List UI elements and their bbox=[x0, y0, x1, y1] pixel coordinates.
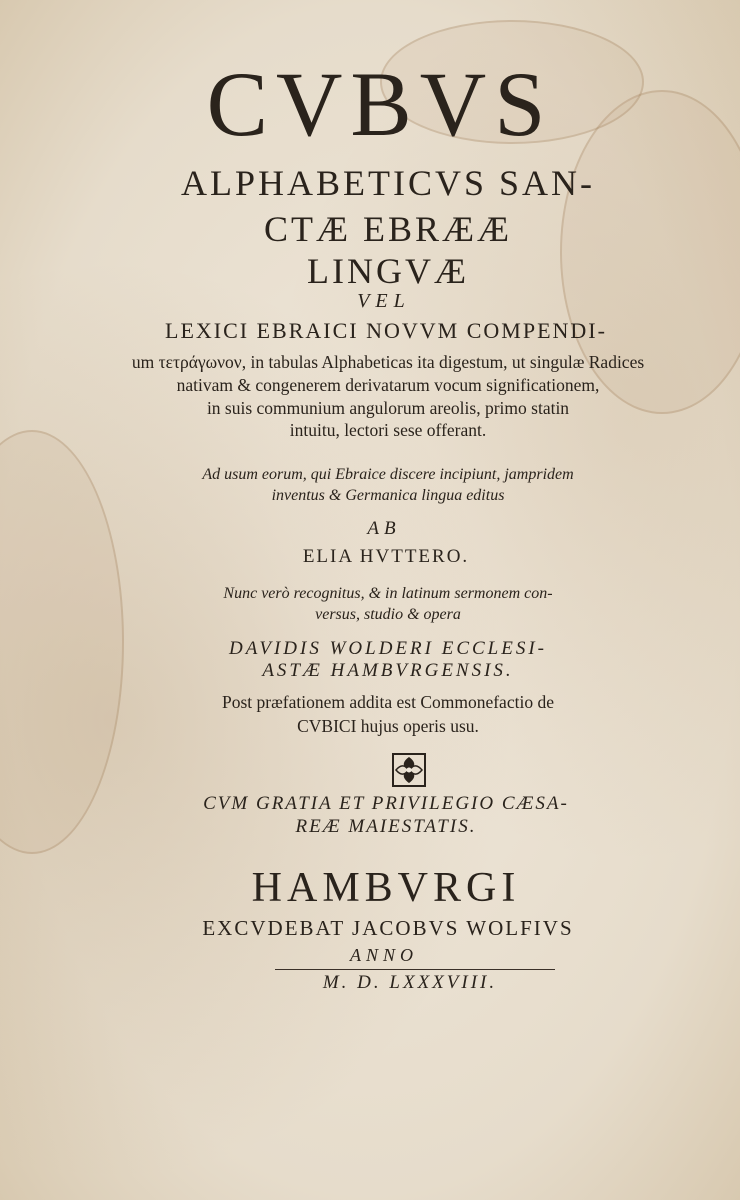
book-title: CVBVS bbox=[206, 53, 554, 155]
translation-line-2: versus, studio & opera bbox=[315, 606, 461, 623]
privilege-line-1: CVM GRATIA ET PRIVILEGIO CÆSA- bbox=[203, 793, 569, 814]
description-line-2: nativam & congenerem derivatarum vocum significationem, bbox=[176, 375, 600, 395]
printer-ornament-icon bbox=[389, 750, 429, 790]
usage-line-1: Ad usum eorum, qui Ebraice discere incipiunt, jampridem bbox=[202, 466, 574, 483]
translator-line-2: ASTÆ HAMBVRGENSIS. bbox=[262, 660, 514, 681]
description-heading: LEXICI EBRAICI NOVVM COMPENDI- bbox=[165, 318, 607, 343]
year-rule bbox=[275, 969, 555, 970]
author-name: ELIA HVTTERO. bbox=[302, 546, 470, 567]
imprint-printer: EXCVDEBAT JACOBVS WOLFIVS bbox=[202, 916, 574, 940]
description-line-4: intuitu, lectori sese offerant. bbox=[289, 420, 487, 440]
subtitle-line-3: LINGVÆ bbox=[307, 251, 469, 291]
description-line-3: in suis communium angulorum areolis, primo statin bbox=[206, 398, 570, 418]
privilege-line-2: REÆ MAIESTATIS. bbox=[295, 816, 477, 837]
ab-label: AB bbox=[367, 518, 401, 539]
subtitle-line-2: CTÆ EBRÆÆ bbox=[263, 209, 513, 249]
preface-line-1: Post præfationem addita est Commonefactio de bbox=[222, 692, 554, 712]
imprint-year: M. D. LXXXVIII. bbox=[322, 972, 498, 993]
subtitle-line-1: ALPHABETICVS SAN- bbox=[180, 163, 596, 203]
description-line-1: um τετράγωνον, in tabulas Alphabeticas ita digestum, ut singulæ Radices bbox=[131, 352, 645, 372]
anno-label: ANNO bbox=[349, 945, 418, 965]
usage-line-2: inventus & Germanica lingua editus bbox=[271, 487, 505, 504]
imprint-city: HAMBVRGI bbox=[251, 865, 521, 911]
preface-line-2: CVBICI hujus operis usu. bbox=[297, 716, 479, 736]
vel-label: VEL bbox=[357, 290, 411, 312]
translation-line-1: Nunc verò recognitus, & in latinum sermonem con- bbox=[223, 585, 553, 602]
translator-line-1: DAVIDIS WOLDERI ECCLESI- bbox=[228, 638, 548, 659]
